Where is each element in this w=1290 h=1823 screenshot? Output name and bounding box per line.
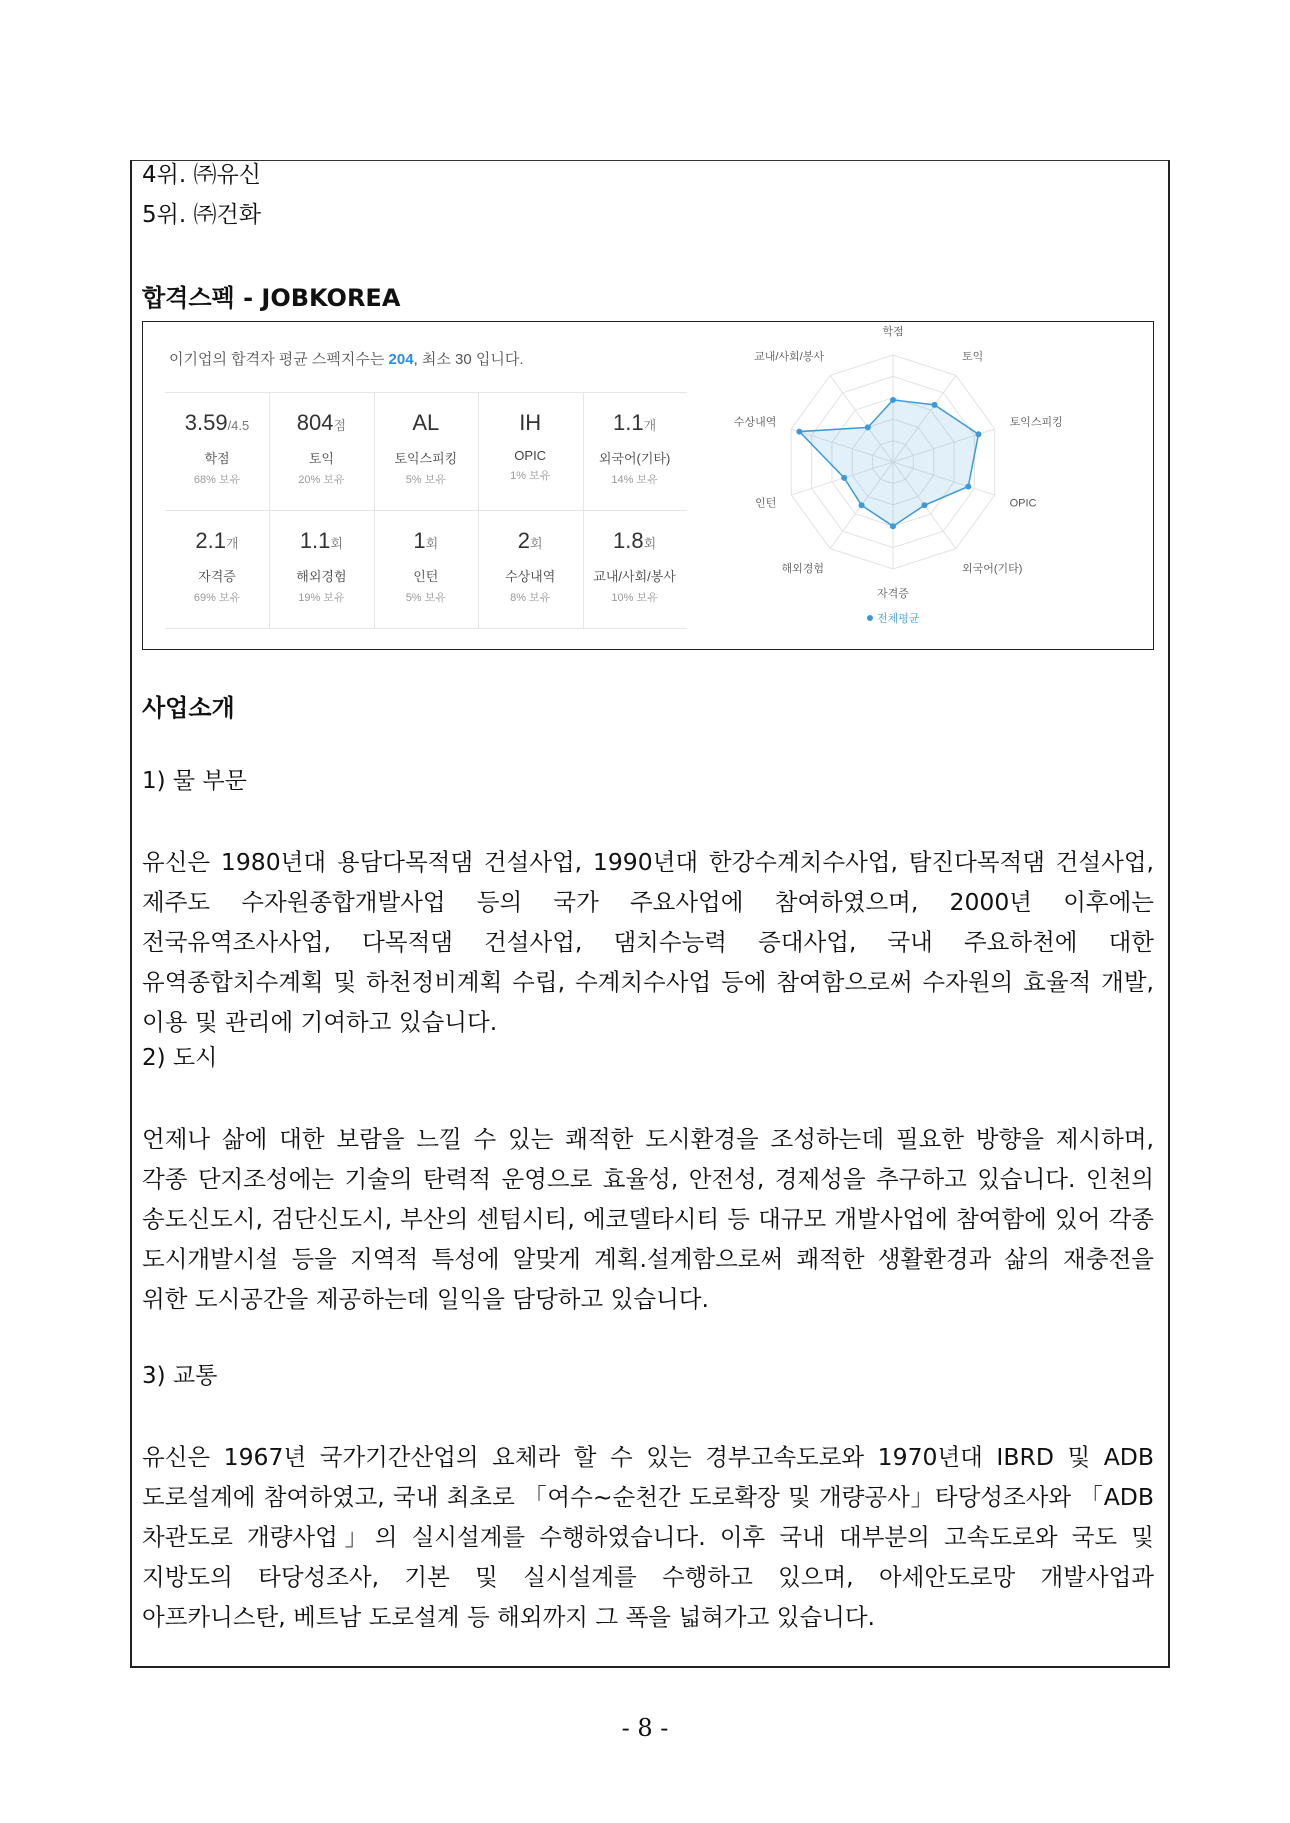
spec-card-owned: 8% 보유 bbox=[510, 592, 551, 604]
spec-panel bbox=[142, 321, 1154, 650]
spec-card bbox=[165, 510, 269, 626]
radar-data-point bbox=[975, 431, 981, 437]
spec-card-label: 인턴 bbox=[413, 569, 439, 584]
radar-data-point bbox=[796, 429, 802, 435]
spec-summary bbox=[169, 348, 524, 369]
grid-divider bbox=[165, 510, 687, 511]
spec-card bbox=[374, 510, 478, 626]
radar-axis-label: 자격증 bbox=[877, 588, 909, 600]
radar-axis-label: 해외경험 bbox=[781, 562, 825, 575]
spec-card-owned: 14% 보유 bbox=[611, 474, 658, 486]
spec-card-owned: 5% 보유 bbox=[405, 474, 446, 486]
spec-card-value: 1.8회 bbox=[613, 528, 657, 553]
ranking-item-4: 4위. ㈜유신 bbox=[142, 162, 261, 188]
spec-card bbox=[165, 392, 269, 508]
radar-axis-label: 학점 bbox=[882, 326, 904, 338]
spec-card-unit: 회 bbox=[643, 536, 657, 551]
legend-label: 전체평균 bbox=[877, 613, 920, 625]
spec-card-label: 토익스피킹 bbox=[394, 451, 458, 466]
radar-axis-label: 토익 bbox=[961, 351, 984, 364]
spec-radar-chart bbox=[663, 322, 1153, 649]
spec-card-owned: 1% 보유 bbox=[510, 470, 551, 482]
spec-heading: 합격스펙 - JOBKOREA bbox=[142, 284, 401, 312]
spec-card-owned: 69% 보유 bbox=[193, 592, 241, 604]
radar-axis-label: 교내/사회/봉사 bbox=[754, 351, 825, 364]
spec-card-unit: 점 bbox=[333, 418, 347, 433]
spec-card-owned: 10% 보유 bbox=[611, 592, 658, 604]
spec-card-value: 2회 bbox=[517, 528, 543, 553]
spec-card bbox=[269, 392, 373, 508]
spec-card-value: 3.59/4.5 bbox=[184, 410, 250, 435]
spec-card-grid bbox=[165, 392, 687, 632]
summary-prefix: 이기업의 합격자 평균 스펙지수는 bbox=[169, 351, 389, 368]
spec-card-label: 외국어(기타) bbox=[598, 451, 671, 466]
section-2-heading: 2) 도시 bbox=[142, 1045, 218, 1071]
spec-card bbox=[269, 510, 373, 626]
radar-data-point bbox=[965, 483, 971, 489]
radar-data-point bbox=[890, 523, 896, 529]
page-number: - 8 - bbox=[621, 1714, 669, 1742]
spec-card-unit: 회 bbox=[425, 536, 439, 551]
spec-card-unit: 개 bbox=[643, 418, 657, 433]
spec-card-owned: 68% 보유 bbox=[193, 474, 241, 486]
spec-card-unit: 회 bbox=[330, 536, 343, 551]
spec-card-label: 수상내역 bbox=[505, 569, 556, 584]
radar-axis-label: 수상내역 bbox=[733, 416, 777, 429]
legend-marker bbox=[867, 615, 873, 621]
radar-axis-label: OPIC bbox=[1009, 497, 1037, 510]
spec-card-unit: 회 bbox=[530, 536, 543, 551]
radar-data-point bbox=[921, 502, 927, 508]
spec-card-owned: 19% 보유 bbox=[298, 592, 345, 604]
spec-card-value: 1.1회 bbox=[299, 528, 343, 553]
section-2-text: 언제나 삶에 대한 보람을 느낄 수 있는 쾌적한 도시환경을 조성하는데 필요한 방향을 제시하며, 각종 단지조성에는 기술의 탄력적 운영으로 효율성, 안전성, 경제성을 추구하고 있습니다. 인천의 송도신도시, 검단신도시, 부산의 센텀시티, 에코델타시티 등 대규모 개발사업에 참여함에 있어 각종 도시개발시설 등을 지역적 특성에 알맞게 계획.설계함으로써 쾌적한 생활환경과 삶의 재충전을 위한 도시공간을 제공하는데 일익을 담당하고 있습니다. bbox=[142, 1125, 1154, 1313]
grid-divider bbox=[165, 628, 687, 629]
radar-data-point bbox=[890, 397, 896, 403]
spec-card-value: 1.1개 bbox=[613, 410, 657, 435]
radar-data-point bbox=[865, 424, 871, 430]
section-1-text: 유신은 1980년대 용담다목적댐 건설사업, 1990년대 한강수계치수사업, 탐진다목적댐 건설사업, 제주도 수자원종합개발사업 등의 국가 주요사업에 참여하였으며, 2000년 이후에는 전국유역조사사업, 다목적댐 건설사업, 댐치수능력 증대사업, 국내 주요하천에 대한 유역종합치수계획 및 하천정비계획 수립, 수계치수사업 등에 참여함으로써 수자원의 효율적 개발, 이용 및 관리에 기여하고 있습니다. bbox=[142, 848, 1154, 1036]
spec-card-value: AL bbox=[412, 410, 440, 435]
spec-card-value: IH bbox=[519, 410, 542, 435]
spec-card-owned: 20% 보유 bbox=[298, 474, 345, 486]
section-3-text: 유신은 1967년 국가기간산업의 요체라 할 수 있는 경부고속도로와 1970년대 IBRD 및 ADB 도로설계에 참여하였고, 국내 최초로 「여수~순천간 도로확장 및 개량공사」타당성조사와 「ADB 차관도로 개량사업」의 실시설계를 수행하였습니다. 이후 국내 대부분의 고속도로와 국도 및 지방도의 타당성조사, 기본 및 실시설계를 수행하고 있으며, 아세안도로망 개발사업과 아프카니스탄, 베트남 도로설계 등 해외까지 그 폭을 넓혀가고 있습니다. bbox=[142, 1443, 1154, 1631]
spec-card-value: 1회 bbox=[413, 528, 439, 553]
section-title: 사업소개 bbox=[142, 694, 235, 722]
radar-series-area bbox=[799, 400, 978, 526]
summary-value: 204 bbox=[388, 351, 414, 368]
spec-card bbox=[478, 510, 582, 626]
summary-suffix: , 최소 30 입니다. bbox=[413, 351, 524, 368]
radar-data-point bbox=[859, 502, 865, 508]
spec-card-value: 2.1개 bbox=[195, 528, 239, 553]
section-1-heading: 1) 물 부문 bbox=[142, 768, 247, 794]
spec-card-owned: 5% 보유 bbox=[405, 592, 446, 604]
spec-card-unit: /4.5 bbox=[227, 418, 250, 433]
spec-card-label: 해외경험 bbox=[296, 569, 347, 584]
spec-card-value: 804점 bbox=[296, 410, 347, 435]
ranking-item-5: 5위. ㈜건화 bbox=[142, 202, 261, 228]
radar-data-point bbox=[932, 402, 938, 408]
spec-card-label: 토익 bbox=[308, 451, 334, 466]
spec-card-label: OPIC bbox=[514, 448, 547, 463]
radar-axis-label: 인턴 bbox=[755, 497, 777, 510]
spec-card bbox=[374, 392, 478, 508]
spec-card-label: 교내/사회/봉사 bbox=[593, 569, 676, 584]
radar-data-point bbox=[841, 475, 847, 481]
section-3-heading: 3) 교통 bbox=[142, 1363, 218, 1389]
spec-card bbox=[478, 392, 582, 508]
spec-card-unit: 개 bbox=[226, 536, 239, 551]
spec-card-label: 자격증 bbox=[198, 569, 236, 584]
radar-axis-label: 외국어(기타) bbox=[961, 562, 1023, 575]
radar-axis-label: 토익스피킹 bbox=[1009, 416, 1063, 429]
spec-card-label: 학점 bbox=[204, 451, 230, 466]
